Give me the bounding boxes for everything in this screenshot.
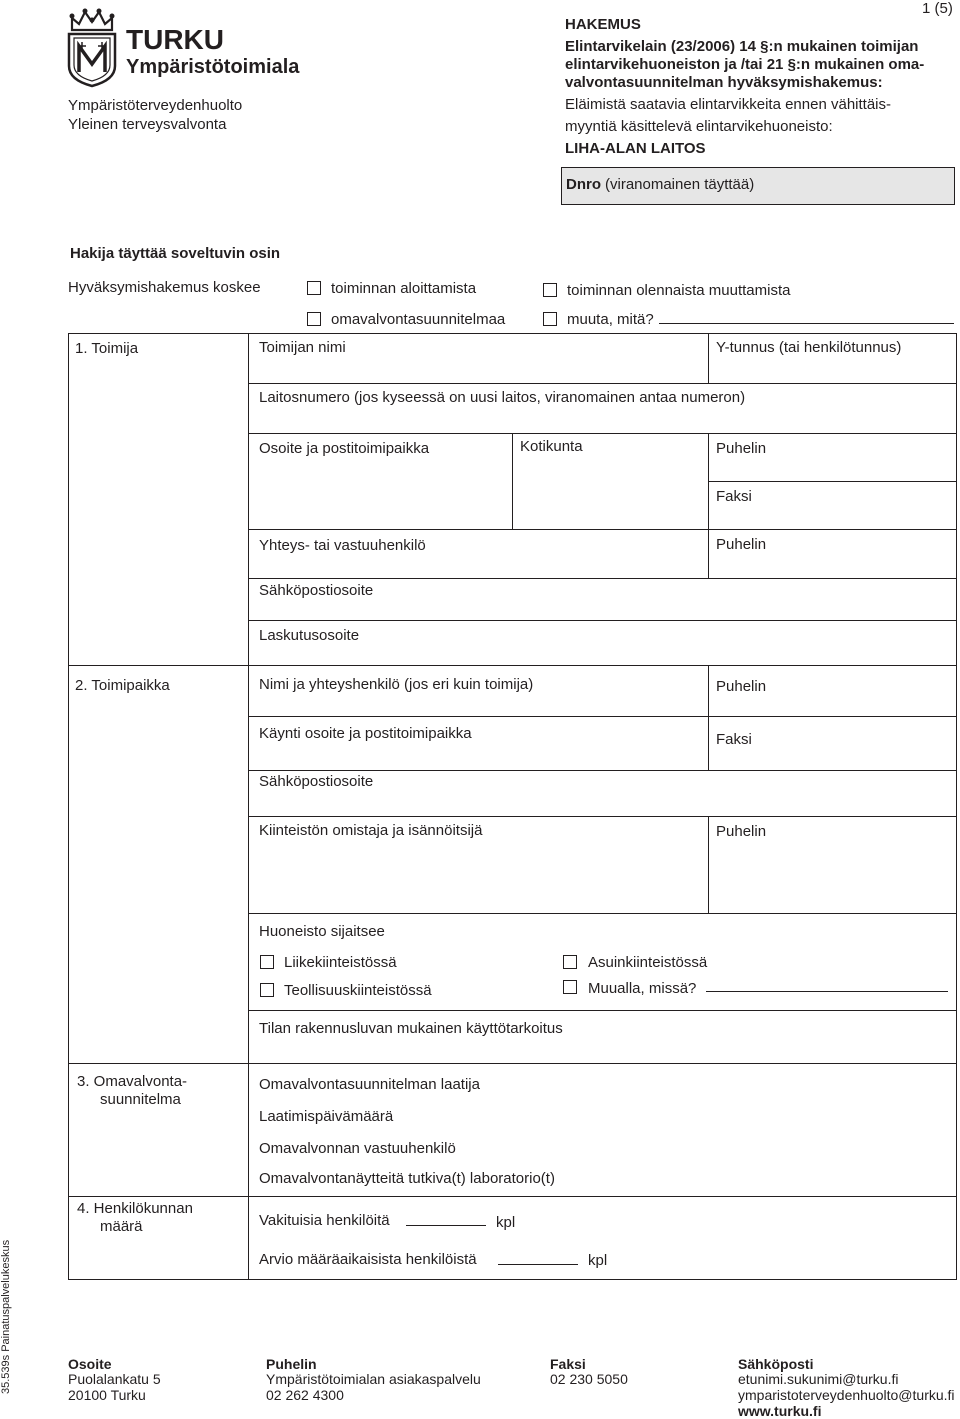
section-4-title-line-2: määrä: [100, 1218, 143, 1235]
premises-fax-field[interactable]: Faksi: [716, 731, 752, 748]
department-name: Ympäristötoimiala: [126, 56, 300, 78]
section-4-title-line-1: 4. Henkilökunnan: [77, 1200, 193, 1217]
section-3-title-line-1: 3. Omavalvonta-: [77, 1073, 188, 1090]
application-concerns-label: Hyväksymishakemus koskee: [68, 279, 261, 296]
section-2-title: 2. Toimipaikka: [75, 677, 170, 694]
plant-type: LIHA-ALAN LAITOS: [565, 140, 706, 157]
checkbox-self-monitoring-plan[interactable]: [307, 312, 321, 326]
footer-phone-line-1: Ympäristötoimialan asiakaspalvelu: [266, 1371, 481, 1387]
option-residential-property: Asuinkiinteistössä: [588, 954, 708, 971]
permanent-staff-unit: kpl: [496, 1214, 516, 1231]
form-heading: HAKEMUS: [565, 16, 641, 33]
form-title-line-1: Elintarvikelain (23/2006) 14 §:n mukainen toimijan: [565, 38, 919, 55]
business-id-field[interactable]: Y-tunnus (tai henkilötunnus): [716, 339, 902, 356]
property-owner-field[interactable]: Kiinteistön omistaja ja isännöitsijä: [259, 822, 483, 839]
unit-line-2: Yleinen terveysvalvonta: [68, 116, 227, 133]
temporary-staff-label: Arvio määräaikaisista henkilöistä: [259, 1251, 477, 1268]
temporary-staff-input[interactable]: [498, 1264, 578, 1265]
footer-address-line-1: Puolalankatu 5: [68, 1371, 161, 1387]
plan-author-field[interactable]: Omavalvontasuunnitelman laatija: [259, 1076, 480, 1093]
form-title-line-2: elintarvikehuoneiston ja /tai 21 §:n mukainen oma-: [565, 56, 925, 73]
page-number: 1 (5): [922, 0, 953, 17]
footer-fax-label: Faksi: [550, 1356, 586, 1372]
municipality-field[interactable]: Kotikunta: [520, 438, 583, 455]
billing-address-field[interactable]: Laskutusosoite: [259, 627, 360, 644]
owner-phone-field[interactable]: Puhelin: [716, 823, 767, 840]
checkbox-change-operation[interactable]: [543, 283, 557, 297]
footer-address-label: Osoite: [68, 1356, 112, 1372]
footer-address-line-2: 20100 Turku: [68, 1387, 146, 1403]
form-subtitle-line-1: Eläimistä saatavia elintarvikkeita ennen vähittäis-: [565, 96, 891, 113]
contact-person-field[interactable]: Yhteys- tai vastuuhenkilö: [259, 537, 426, 554]
temporary-staff-unit: kpl: [588, 1252, 608, 1269]
visit-address-field[interactable]: Käynti osoite ja postitoimipaikka: [259, 725, 472, 742]
option-elsewhere: Muualla, missä?: [588, 980, 697, 997]
checkbox-elsewhere[interactable]: [563, 980, 577, 994]
premises-name-contact-field[interactable]: Nimi ja yhteyshenkilö (jos eri kuin toimija): [259, 676, 534, 693]
operator-email-field[interactable]: Sähköpostiosoite: [259, 582, 374, 599]
checkbox-commercial-property[interactable]: [260, 955, 274, 969]
option-commercial-property: Liikekiinteistössä: [284, 954, 397, 971]
location-label: Huoneisto sijaitsee: [259, 923, 385, 940]
permanent-staff-label: Vakituisia henkilöitä: [259, 1212, 390, 1229]
turku-coat-of-arms-icon: [66, 8, 118, 88]
operator-phone-field[interactable]: Puhelin: [716, 440, 767, 457]
laboratory-field[interactable]: Omavalvontanäytteitä tutkiva(t) laboratorio(t): [259, 1170, 555, 1187]
option-start-operation: toiminnan aloittamista: [331, 280, 477, 297]
section-3-title-line-2: suunnitelma: [100, 1091, 181, 1108]
address-field[interactable]: Osoite ja postitoimipaikka: [259, 440, 430, 457]
dnro-box[interactable]: [561, 167, 955, 205]
footer-website-link[interactable]: www.turku.fi: [738, 1403, 822, 1419]
footer-phone-line-2: 02 262 4300: [266, 1387, 344, 1403]
contact-phone-field[interactable]: Puhelin: [716, 536, 767, 553]
dnro-label: Dnro: [566, 176, 601, 193]
print-code: 35.539s Painatuspalvelukeskus: [0, 1239, 12, 1394]
other-answer-line[interactable]: [659, 323, 954, 324]
unit-line-1: Ympäristöterveydenhuolto: [68, 97, 243, 114]
option-change-operation: toiminnan olennaista muuttamista: [567, 282, 791, 299]
operator-name-field[interactable]: Toimijan nimi: [259, 339, 346, 356]
city-name: TURKU: [126, 24, 224, 55]
permanent-staff-input[interactable]: [406, 1225, 486, 1226]
operator-fax-field[interactable]: Faksi: [716, 488, 752, 505]
premises-phone-field[interactable]: Puhelin: [716, 678, 767, 695]
section-1-title: 1. Toimija: [75, 340, 139, 357]
footer-phone-label: Puhelin: [266, 1356, 317, 1372]
premises-email-field[interactable]: Sähköpostiosoite: [259, 773, 374, 790]
option-industrial-property: Teollisuuskiinteistössä: [284, 982, 432, 999]
elsewhere-answer-line[interactable]: [706, 991, 948, 992]
monitoring-responsible-field[interactable]: Omavalvonnan vastuuhenkilö: [259, 1140, 456, 1157]
form-title-line-3: valvontasuunnitelman hyväksymishakemus:: [565, 74, 883, 91]
plan-date-field[interactable]: Laatimispäivämäärä: [259, 1108, 394, 1125]
dnro-note: (viranomainen täyttää): [605, 176, 755, 193]
option-other: muuta, mitä?: [567, 311, 654, 328]
footer-fax-value: 02 230 5050: [550, 1371, 628, 1387]
plant-number-field[interactable]: Laitosnumero (jos kyseessä on uusi laitos, viranomainen antaa numeron): [259, 389, 746, 406]
checkbox-other[interactable]: [543, 312, 557, 326]
footer-email-line-2[interactable]: ymparistoterveydenhuolto@turku.fi: [738, 1387, 955, 1403]
footer-email-line-1[interactable]: etunimi.sukunimi@turku.fi: [738, 1371, 899, 1387]
checkbox-residential-property[interactable]: [563, 955, 577, 969]
checkbox-industrial-property[interactable]: [260, 983, 274, 997]
form-subtitle-line-2: myyntiä käsittelevä elintarvikehuoneisto:: [565, 118, 833, 135]
footer-email-label: Sähköposti: [738, 1356, 814, 1372]
option-self-monitoring-plan: omavalvontasuunnitelmaa: [331, 311, 506, 328]
checkbox-start-operation[interactable]: [307, 281, 321, 295]
intended-use-field[interactable]: Tilan rakennusluvan mukainen käyttötarkoitus: [259, 1020, 563, 1037]
instruction-text: Hakija täyttää soveltuvin osin: [70, 245, 281, 262]
